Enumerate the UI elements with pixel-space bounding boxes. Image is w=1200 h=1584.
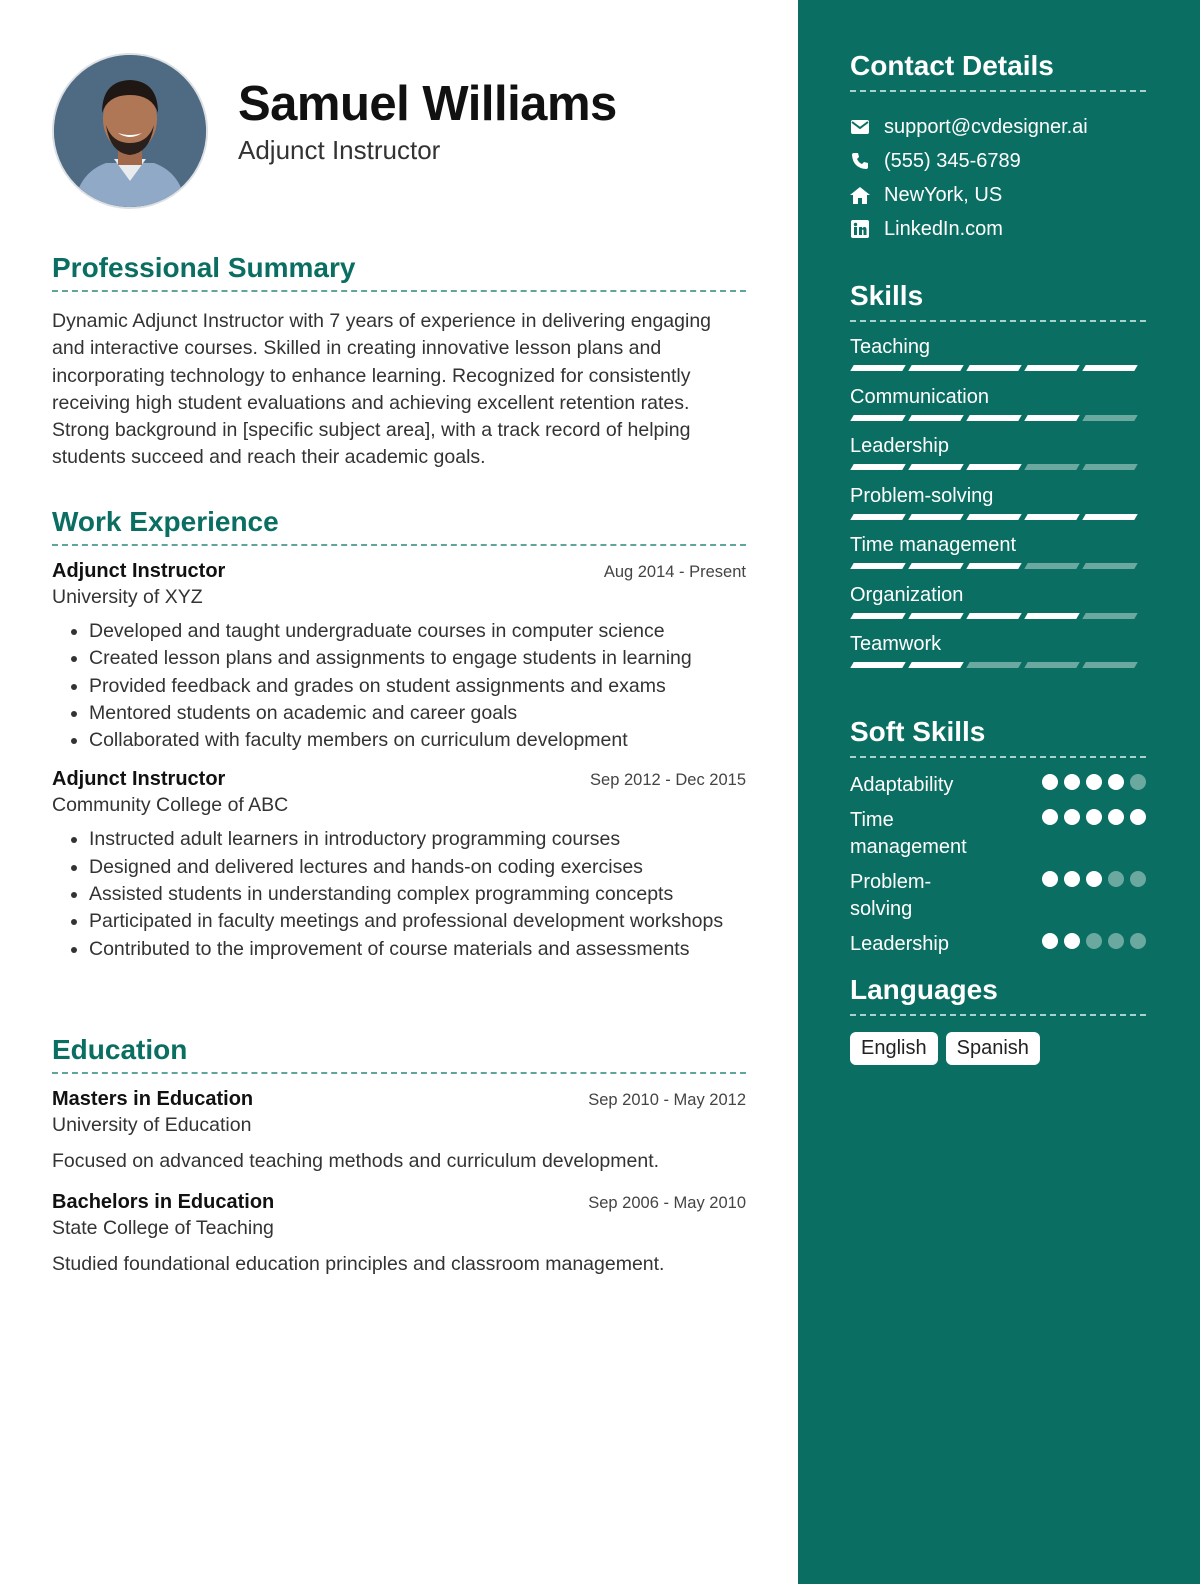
skill-item xyxy=(850,322,1146,372)
skill-level-segment xyxy=(908,563,963,569)
job-bullet: • Created lesson plans and assignments to engage students in learning xyxy=(89,645,746,672)
rating-dot xyxy=(1086,933,1102,949)
skill-level-segment xyxy=(850,563,905,569)
degree-dates: Sep 2010 - May 2012 xyxy=(588,1091,746,1109)
skill-level-segment xyxy=(966,563,1021,569)
skill-item xyxy=(850,471,1146,521)
soft-skill-name: Adaptability xyxy=(850,774,954,796)
soft-skill-item xyxy=(850,931,1146,958)
degree-dates: Sep 2006 - May 2010 xyxy=(588,1194,746,1212)
soft-skill-rating xyxy=(1042,809,1146,825)
skill-level-bar xyxy=(852,613,1136,619)
soft-skill-item xyxy=(850,869,1146,923)
rating-dot xyxy=(1064,774,1080,790)
soft-skill-rating xyxy=(1042,871,1146,887)
skill-name: Teaching xyxy=(850,336,931,358)
contact-phone[interactable] xyxy=(850,144,1146,178)
skill-level-segment xyxy=(908,613,963,619)
degree-title: Bachelors in Education xyxy=(52,1191,275,1213)
skills-list xyxy=(850,322,1146,669)
language-tag: Spanish xyxy=(946,1032,1040,1065)
skill-level-bar xyxy=(852,464,1136,470)
profile-photo xyxy=(54,55,206,207)
job-dates: Aug 2014 - Present xyxy=(603,563,746,581)
job-bullet: • Instructed adult learners in introductory programming courses xyxy=(89,826,746,853)
skill-level-segment xyxy=(850,613,905,619)
contact-linkedin[interactable] xyxy=(850,212,1146,246)
rating-dot xyxy=(1064,871,1080,887)
summary-section xyxy=(52,252,746,472)
soft-skill-name: Time management xyxy=(850,809,967,858)
job-title: Adjunct Instructor xyxy=(52,560,226,582)
rating-dot xyxy=(1108,774,1124,790)
language-tag: English xyxy=(850,1032,938,1065)
job-bullet: • Participated in faculty meetings and professional development workshops xyxy=(89,908,746,935)
rating-dot xyxy=(1042,774,1058,790)
degree-title: Masters in Education xyxy=(52,1088,254,1110)
job-bullet: • Collaborated with faculty members on curriculum development xyxy=(89,727,746,754)
rating-dot xyxy=(1108,809,1124,825)
skill-level-segment xyxy=(1082,365,1137,371)
sidebar xyxy=(798,0,1200,1584)
education-entry xyxy=(52,1191,746,1276)
skill-level-segment xyxy=(908,514,963,520)
skill-level-bar xyxy=(852,415,1136,421)
skill-item xyxy=(850,619,1146,669)
education-section xyxy=(52,1034,746,1276)
candidate-name: Samuel Williams xyxy=(238,77,617,131)
skill-level-segment xyxy=(966,464,1021,470)
linkedin-text: LinkedIn.com xyxy=(884,217,1003,240)
skill-level-segment xyxy=(1082,613,1137,619)
location-text: NewYork, US xyxy=(884,183,1003,206)
job-title: Adjunct Instructor xyxy=(52,768,226,791)
skill-level-segment xyxy=(966,662,1021,668)
summary-heading: Professional Summary xyxy=(52,252,746,292)
skill-name: Teamwork xyxy=(850,633,942,655)
contact-email[interactable] xyxy=(850,110,1146,144)
school-name: University of Education xyxy=(52,1114,252,1136)
avatar xyxy=(52,53,208,209)
skill-level-segment xyxy=(850,662,905,668)
rating-dot xyxy=(1130,871,1146,887)
rating-dot xyxy=(1064,809,1080,825)
job-entry xyxy=(52,768,746,962)
envelope-icon xyxy=(850,117,870,137)
skill-name: Organization xyxy=(850,583,964,606)
experience-section xyxy=(52,506,746,963)
rating-dot xyxy=(1064,933,1080,949)
email-text: support@cvdesigner.ai xyxy=(884,115,1088,138)
skill-level-segment xyxy=(908,662,963,668)
skill-level-bar xyxy=(852,514,1136,520)
education-entry xyxy=(52,1088,746,1173)
job-org: University of XYZ xyxy=(52,586,203,608)
skill-level-segment xyxy=(850,415,905,421)
skill-level-segment xyxy=(1024,662,1079,668)
skill-item xyxy=(850,520,1146,570)
rating-dot xyxy=(1130,774,1146,790)
skill-level-segment xyxy=(908,365,963,371)
soft-skill-item xyxy=(850,772,1146,799)
soft-skill-rating xyxy=(1042,774,1146,790)
phone-text: (555) 345-6789 xyxy=(884,149,1021,172)
degree-description: Studied foundational education principles and classroom management. xyxy=(52,1253,665,1275)
skill-level-segment xyxy=(908,415,963,421)
skill-item xyxy=(850,372,1146,422)
job-bullets xyxy=(52,618,746,754)
skill-level-segment xyxy=(1082,662,1137,668)
soft-skills-section xyxy=(850,716,1146,966)
rating-dot xyxy=(1086,774,1102,790)
rating-dot xyxy=(1086,871,1102,887)
skill-level-segment xyxy=(1082,464,1137,470)
languages-heading: Languages xyxy=(850,974,1146,1016)
job-bullet: • Mentored students on academic and career goals xyxy=(89,700,746,727)
rating-dot xyxy=(1042,809,1058,825)
skill-level-segment xyxy=(850,365,905,371)
skill-level-bar xyxy=(852,365,1136,371)
school-name: State College of Teaching xyxy=(52,1217,274,1239)
skill-level-segment xyxy=(850,514,905,520)
skill-level-segment xyxy=(966,613,1021,619)
summary-text: Dynamic Adjunct Instructor with 7 years of experience in delivering engaging and interactive courses. Skilled in creating innovative lesson plans and incorporating technology to enhance learning. Recognized for consistently receiving high student evaluations and achieving excellent retention rates. Strong background in [specific subject area], with a track record of helping students succeed and reach their academic goals. xyxy=(52,310,712,469)
candidate-title: Adjunct Instructor xyxy=(238,135,441,165)
job-dates: Sep 2012 - Dec 2015 xyxy=(590,771,746,790)
phone-icon xyxy=(850,151,870,171)
soft-skill-name: Leadership xyxy=(850,933,949,955)
job-org: Community College of ABC xyxy=(52,794,289,817)
job-bullet: • Contributed to the improvement of course materials and assessments xyxy=(89,936,746,963)
job-entry xyxy=(52,560,746,754)
skill-level-segment xyxy=(1082,514,1137,520)
rating-dot xyxy=(1108,871,1124,887)
contact-section xyxy=(850,50,1146,246)
rating-dot xyxy=(1130,933,1146,949)
skill-level-bar xyxy=(852,563,1136,569)
skill-level-segment xyxy=(1024,613,1079,619)
skill-name: Time management xyxy=(850,534,1016,556)
job-bullet: • Developed and taught undergraduate courses in computer science xyxy=(89,618,746,645)
job-bullets xyxy=(52,826,746,962)
skill-item xyxy=(850,570,1146,620)
job-bullet: • Designed and delivered lectures and hands-on coding exercises xyxy=(89,854,746,881)
soft-skills-list xyxy=(850,772,1146,958)
education-heading: Education xyxy=(52,1034,746,1074)
languages-list xyxy=(850,1032,1146,1065)
degree-description: Focused on advanced teaching methods and curriculum development. xyxy=(52,1150,660,1172)
skill-level-bar xyxy=(852,662,1136,668)
job-bullet: • Assisted students in understanding complex programming concepts xyxy=(89,881,746,908)
skill-level-segment xyxy=(850,464,905,470)
skill-level-segment xyxy=(1024,415,1079,421)
skill-name: Communication xyxy=(850,385,989,408)
skill-level-segment xyxy=(1082,415,1137,421)
soft-skill-rating xyxy=(1042,933,1146,949)
soft-skills-heading: Soft Skills xyxy=(850,716,1146,758)
rating-dot xyxy=(1042,933,1058,949)
experience-heading: Work Experience xyxy=(52,506,746,546)
skill-name: Leadership xyxy=(850,435,949,457)
contact-location xyxy=(850,178,1146,212)
rating-dot xyxy=(1130,809,1146,825)
skill-level-segment xyxy=(966,415,1021,421)
rating-dot xyxy=(1108,933,1124,949)
skill-level-segment xyxy=(966,365,1021,371)
job-bullet: • Provided feedback and grades on student assignments and exams xyxy=(89,673,746,700)
skill-level-segment xyxy=(908,464,963,470)
rating-dot xyxy=(1042,871,1058,887)
skill-name: Problem-solving xyxy=(850,484,994,507)
soft-skill-item xyxy=(850,807,1146,861)
rating-dot xyxy=(1086,809,1102,825)
skill-level-segment xyxy=(1024,365,1079,371)
skill-level-segment xyxy=(966,514,1021,520)
skill-level-segment xyxy=(1024,464,1079,470)
skills-section xyxy=(850,280,1146,669)
linkedin-icon xyxy=(850,219,870,239)
skill-level-segment xyxy=(1024,514,1079,520)
skill-level-segment xyxy=(1082,563,1137,569)
soft-skill-name: Problem-solving xyxy=(850,871,932,920)
skill-level-segment xyxy=(1024,563,1079,569)
skill-item xyxy=(850,421,1146,471)
contact-heading: Contact Details xyxy=(850,50,1146,92)
skills-heading: Skills xyxy=(850,280,1146,322)
home-icon xyxy=(850,185,870,205)
languages-section xyxy=(850,974,1146,1065)
